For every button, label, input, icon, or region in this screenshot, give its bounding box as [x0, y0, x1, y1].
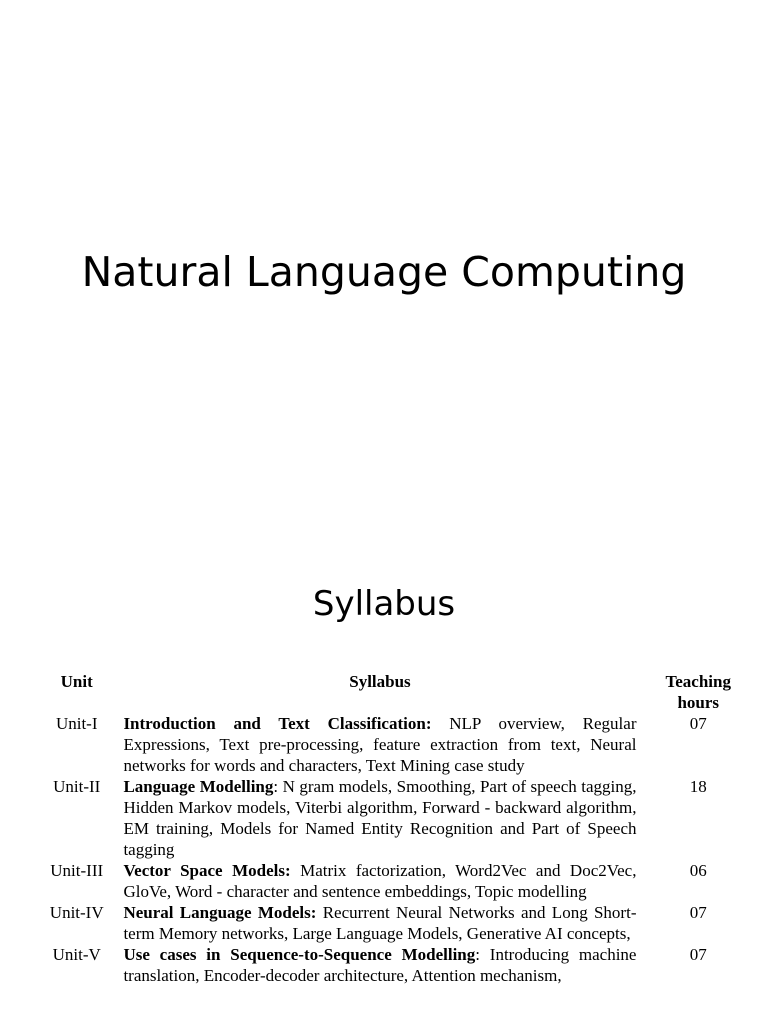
table-row: [36, 902, 752, 944]
syllabus-cell: [117, 860, 644, 902]
topic-content: NLP overview, Regular Expressions, Text pre-processing, feature extraction from text, Neural networks for words and characters, Text Mining case study: [123, 714, 637, 775]
syllabus-table: [36, 671, 752, 986]
table-row: [36, 944, 752, 986]
table-row: [36, 776, 752, 860]
unit-cell: Unit-V: [52, 945, 101, 964]
topic-heading: Vector Space Models:: [123, 861, 291, 880]
syllabus-cell: [117, 902, 644, 944]
syllabus-cell: [117, 944, 644, 986]
syllabus-cell: [117, 713, 644, 776]
topic-heading: Introduction and Text Classification:: [123, 714, 432, 733]
syllabus-cell: [117, 776, 644, 860]
topic-content: : N gram models, Smoothing, Part of speech tagging, Hidden Markov models, Viterbi algorithm, Forward - backward algorithm, EM training, Models for Named Entity Recognition and Part of Speech tagging: [123, 777, 637, 859]
unit-cell: Unit-II: [53, 777, 101, 796]
unit-cell: Unit-I: [55, 714, 98, 733]
unit-cell: Unit-III: [50, 861, 104, 880]
header-teaching-hours: Teaching hours: [665, 672, 731, 712]
table-row: [36, 860, 752, 902]
header-unit: Unit: [60, 672, 93, 691]
topic-heading: Language Modelling: [123, 777, 274, 796]
topic-heading: Neural Language Models:: [123, 903, 317, 922]
unit-cell: Unit-IV: [49, 903, 104, 922]
hours-cell: 07: [689, 714, 707, 733]
section-title: Syllabus: [312, 584, 456, 624]
hours-cell: 07: [689, 945, 707, 964]
topic-content: Matrix factorization, Word2Vec and Doc2Vec, GloVe, Word - character and sentence embeddings, Topic modelling: [123, 861, 637, 901]
header-syllabus: Syllabus: [349, 672, 411, 691]
hours-cell: 06: [689, 861, 707, 880]
hours-cell: 07: [689, 903, 707, 922]
hours-cell: 18: [689, 777, 707, 796]
topic-content: Recurrent Neural Networks and Long Short-term Memory networks, Large Language Models, Generative AI concepts,: [123, 903, 637, 943]
table-row: [36, 713, 752, 776]
topic-content: : Introducing machine translation, Encoder-decoder architecture, Attention mechanism,: [123, 945, 637, 985]
document-title: Natural Language Computing: [81, 248, 687, 296]
table-header-row: [36, 671, 752, 713]
topic-heading: Use cases in Sequence-to-Sequence Modelling: [123, 945, 476, 964]
